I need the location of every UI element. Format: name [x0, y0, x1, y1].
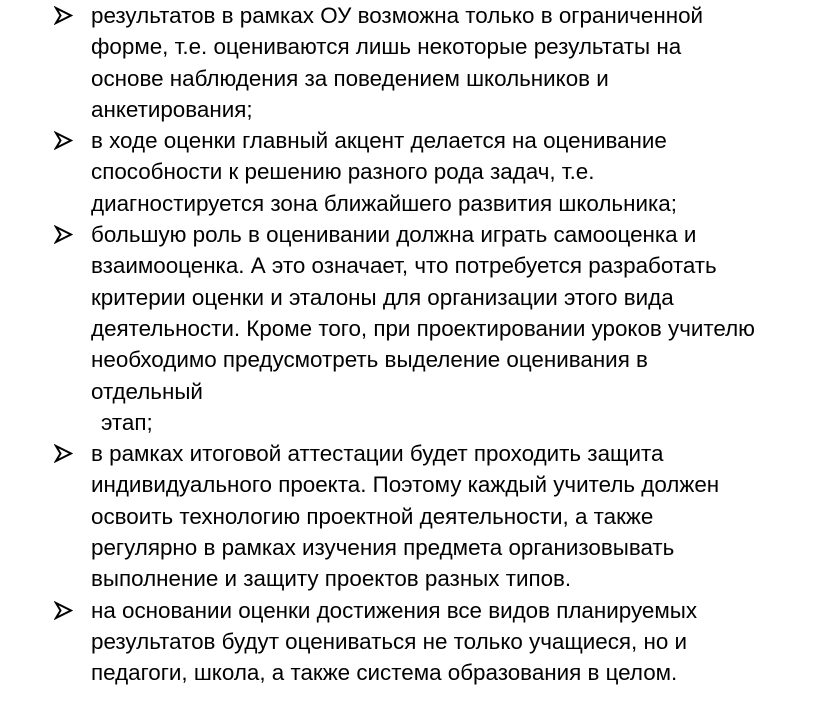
arrowhead-bullet-icon [54, 6, 73, 25]
text-line: результатов будут оцениваться не только учащиеся, но и [91, 628, 688, 654]
text-line: критерии оценки и эталоны для организации этого вида [91, 284, 674, 310]
text-line: в рамках итоговой аттестации будет проходить защита [91, 441, 664, 467]
text-line: отдельный [91, 378, 203, 404]
text-line: большую роль в оценивании должна играть самооценка и [91, 222, 697, 248]
text-line: способности к решению разного рода задач, т.е. [91, 159, 595, 185]
arrowhead-bullet-icon [54, 225, 73, 244]
bullet-item [54, 219, 814, 438]
arrowhead-bullet-icon [54, 131, 73, 150]
arrowhead-bullet-icon [54, 601, 73, 620]
text-line: освоить технологию проектной деятельности, а также [91, 503, 654, 529]
text-line: педагоги, школа, а также система образования в целом. [91, 660, 678, 686]
bullet-item [54, 595, 814, 689]
text-line: индивидуального проекта. Поэтому каждый учитель должен [91, 472, 720, 498]
text-line: в ходе оценки главный акцент делается на оценивание [91, 128, 667, 154]
text-line: взаимооценка. А это означает, что потребуется разработать [91, 253, 717, 279]
bullet-list [54, 0, 814, 689]
text-line: диагностируется зона ближайшего развития школьника; [91, 190, 677, 216]
text-line: форме, т.е. оцениваются лишь некоторые результаты на [91, 34, 682, 60]
bullet-item [54, 125, 814, 219]
text-line: выполнение и защиту проектов разных типов. [91, 566, 572, 592]
text-line: деятельности. Кроме того, при проектировании уроков учителю [91, 315, 755, 341]
bullet-item [54, 438, 814, 594]
text-line: анкетирования; [91, 96, 253, 122]
arrowhead-bullet-icon [54, 444, 73, 463]
text-line: основе наблюдения за поведением школьников и [91, 65, 609, 91]
text-line: этап; [101, 409, 153, 435]
bullet-item [54, 0, 814, 125]
text-line: результатов в рамках ОУ возможна только в ограниченной [91, 3, 704, 28]
text-line: необходимо предусмотреть выделение оценивания в [91, 347, 648, 373]
text-line: на основании оценки достижения все видов планируемых [91, 597, 698, 623]
text-line: регулярно в рамках изучения предмета организовывать [91, 535, 675, 561]
